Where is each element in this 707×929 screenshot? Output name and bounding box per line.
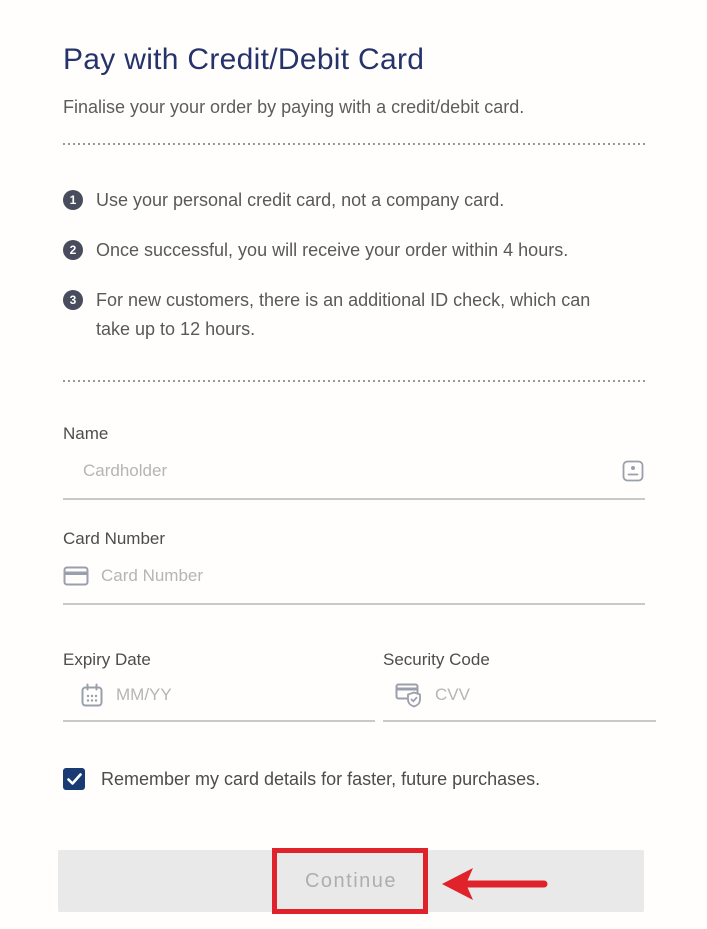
- footer: [63, 850, 645, 912]
- name-label: Name: [63, 424, 109, 443]
- security-input-row: [383, 670, 656, 722]
- security-column: [383, 605, 656, 722]
- card-number-input[interactable]: [101, 566, 645, 586]
- remember-label: Remember my card details for faster, future purchases.: [101, 769, 541, 789]
- card-number-label: Card Number: [63, 529, 166, 548]
- security-code-input[interactable]: [435, 685, 656, 705]
- remember-checkbox[interactable]: [63, 768, 85, 790]
- remember-row: [63, 768, 645, 790]
- expiry-security-row: [63, 605, 645, 722]
- step-3-badge: 3: [63, 290, 83, 310]
- instruction-item-2: [63, 236, 645, 265]
- instruction-item-1: [63, 186, 645, 215]
- credit-card-icon: [63, 565, 89, 587]
- step-2-badge: 2: [63, 240, 83, 260]
- dashed-divider-top: [63, 143, 645, 145]
- name-input-row: [63, 444, 645, 500]
- check-icon: [67, 773, 82, 785]
- instruction-2-text: Once successful, you will receive your order within 4 hours.: [96, 240, 569, 260]
- instruction-1-text: Use your personal credit card, not a company card.: [96, 190, 505, 210]
- dashed-divider-bottom: [63, 380, 645, 382]
- expiry-date-label: Expiry Date: [63, 650, 151, 669]
- calendar-icon: [80, 683, 104, 708]
- continue-button[interactable]: Continue: [58, 850, 644, 912]
- page-title: Pay with Credit/Debit Card: [63, 43, 425, 76]
- step-1-badge: 1: [63, 190, 83, 210]
- instruction-list: [63, 186, 645, 344]
- card-number-input-row: [63, 549, 645, 605]
- security-code-label: Security Code: [383, 650, 490, 669]
- expiry-column: [63, 605, 375, 722]
- expiry-input-row: [63, 670, 375, 722]
- contact-card-icon: [621, 459, 645, 483]
- instruction-3-text: For new customers, there is an additional ID check, which can take up to 12 hours.: [96, 290, 591, 339]
- instruction-item-3: [63, 286, 645, 344]
- expiry-date-input[interactable]: [116, 685, 375, 705]
- page-subtitle: Finalise your your order by paying with a credit/debit card.: [63, 97, 525, 117]
- name-input[interactable]: [63, 461, 621, 481]
- card-shield-check-icon: [395, 682, 423, 709]
